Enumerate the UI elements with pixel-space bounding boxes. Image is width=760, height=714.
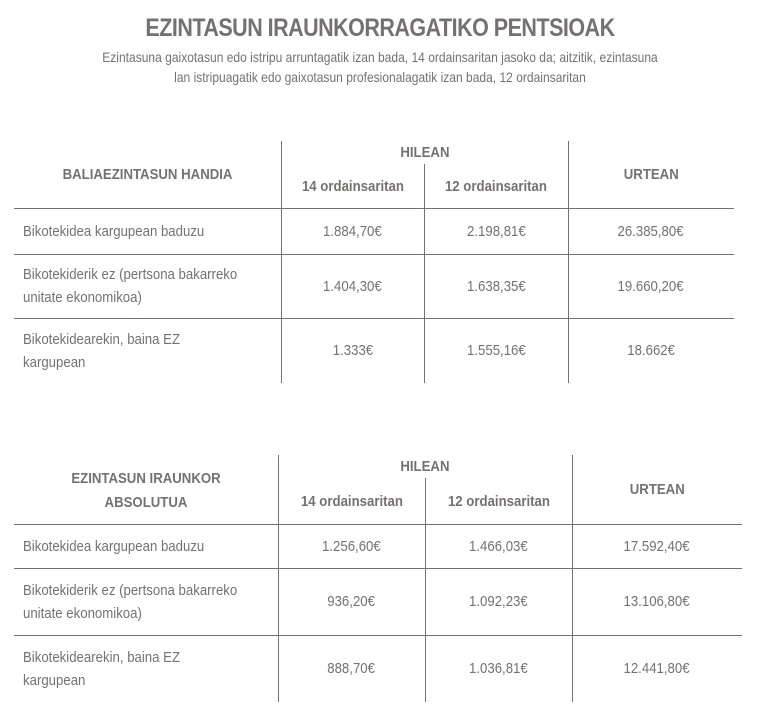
table-cell-yearly: 26.385,80€	[617, 222, 685, 240]
table-cell-yearly: 13.106,80€	[623, 593, 691, 610]
column-header-yearly: URTEAN	[629, 481, 685, 498]
column-header-12-payments: 12 ordainsaritan	[447, 492, 550, 510]
table-category-header: EZINTASUN IRAUNKOR ABSOLUTUA	[71, 470, 221, 511]
column-header-yearly: URTEAN	[623, 166, 679, 183]
table-cell-monthly-14: 936,20€	[327, 593, 376, 610]
column-header-12-payments: 12 ordainsaritan	[445, 177, 547, 195]
table-cell-monthly-12: 1.638,35€	[466, 277, 526, 295]
table-cell-yearly: 12.441,80€	[623, 660, 691, 677]
table-cell-monthly-12: 2.198,81€	[466, 222, 526, 240]
table-cell-monthly-14: 888,70€	[327, 660, 376, 677]
table-cell-yearly: 19.660,20€	[617, 277, 685, 295]
column-header-14-payments: 14 ordainsaritan	[301, 177, 404, 195]
table-cell-monthly-12: 1.466,03€	[469, 537, 528, 555]
table-cell-monthly-14: 1.256,60€	[322, 537, 381, 555]
table-cell-yearly: 18.662€	[627, 342, 675, 359]
table-row-label: Bikotekiderik ez (pertsona bakarreko unitate ekonomikoa)	[23, 581, 238, 622]
table-row-label: Bikotekiderik ez (pertsona bakarreko unitate ekonomikoa)	[23, 266, 238, 306]
subtitle-line-1: Ezintasuna gaixotasun edo istripu arruntagatik izan bada, 14 ordainsaritan jasoko da; aitzitik, ezintasuna	[102, 49, 658, 65]
table-row-label: Bikotekidearekin, baina EZ kargupean	[23, 648, 181, 689]
table-row-label: Bikotekidea kargupean baduzu	[23, 222, 205, 240]
column-header-14-payments: 14 ordainsaritan	[300, 492, 403, 510]
table-cell-monthly-14: 1.404,30€	[323, 277, 382, 295]
page-title: EZINTASUN IRAUNKORRAGATIKO PENTSIOAK	[145, 14, 615, 42]
column-group-header-monthly: HILEAN	[400, 458, 450, 475]
table-cell-monthly-12: 1.036,81€	[469, 660, 528, 677]
subtitle-line-2: lan istripuagatik edo gaixotasun profesionalagatik izan bada, 12 ordainsaritan	[174, 69, 586, 85]
table-cell-monthly-12: 1.555,16€	[466, 342, 526, 359]
table-cell-monthly-14: 1.333€	[332, 342, 373, 359]
table-row-label: Bikotekidearekin, baina EZ kargupean	[23, 330, 181, 371]
column-group-header-monthly: HILEAN	[399, 144, 450, 161]
table-category-header: BALIAEZINTASUN HANDIA	[62, 166, 233, 183]
table-row-label: Bikotekidea kargupean baduzu	[23, 537, 205, 555]
table-cell-yearly: 17.592,40€	[623, 537, 691, 555]
table-cell-monthly-14: 1.884,70€	[323, 222, 382, 240]
table-cell-monthly-12: 1.092,23€	[469, 593, 528, 610]
